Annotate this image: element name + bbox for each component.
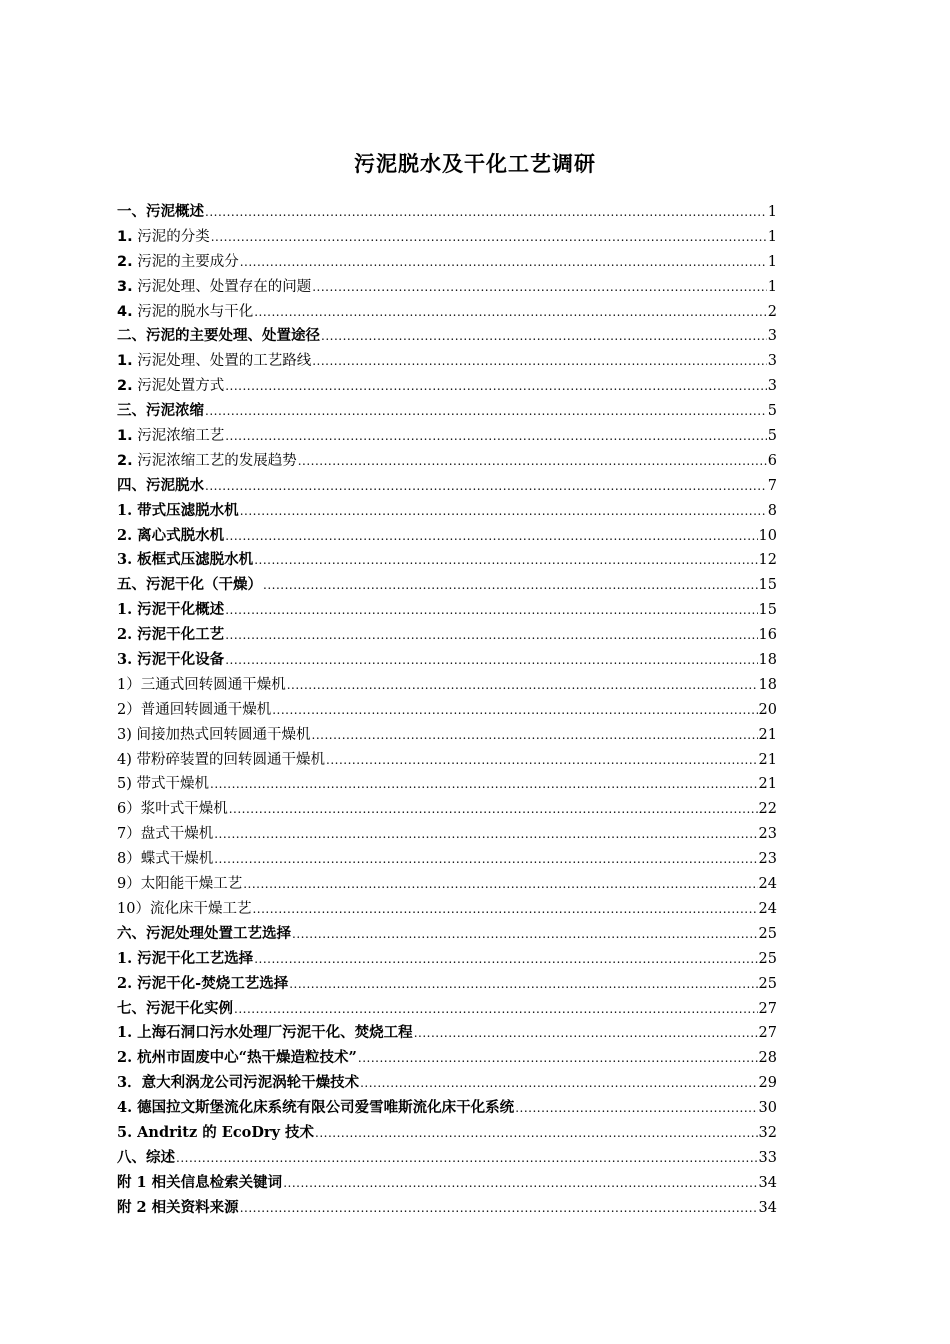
- toc-entry[interactable]: [117, 275, 777, 300]
- toc-entry-label: 8）蝶式干燥机: [117, 851, 214, 868]
- toc-entry-label: 1. 上海石洞口污水处理厂污泥干化、焚烧工程: [117, 1024, 413, 1042]
- toc-leader-dots: [358, 1046, 758, 1071]
- toc-entry-text: 污泥处理、处置的工艺路线: [132, 353, 312, 370]
- toc-entry[interactable]: [117, 250, 777, 275]
- toc-entry-label: 1. 污泥干化概述: [117, 601, 225, 619]
- toc-entry-text: 污泥的分类: [132, 228, 210, 245]
- toc-entry-label: [117, 449, 297, 474]
- toc-entry-number: 4.: [117, 303, 133, 320]
- toc-leader-dots: [225, 374, 767, 399]
- toc-leader-dots: [214, 822, 757, 847]
- toc-leader-dots: [225, 424, 767, 449]
- toc-entry-text: 污泥浓缩工艺: [132, 428, 225, 445]
- toc-page-number: 3: [767, 328, 777, 345]
- toc-entry-number: 1.: [117, 428, 133, 445]
- toc-page-number: 34: [758, 1199, 777, 1216]
- toc-entry-label: 1. 污泥干化工艺选择: [117, 949, 254, 967]
- toc-entry-label: 1）三通式回转圆通干燥机: [117, 676, 286, 693]
- toc-entry[interactable]: [117, 349, 777, 374]
- toc-entry[interactable]: [117, 1071, 777, 1096]
- toc-entry[interactable]: [117, 200, 777, 225]
- toc-entry-label: 六、污泥处理处置工艺选择: [117, 924, 291, 942]
- toc-entry[interactable]: [117, 424, 777, 449]
- toc-entry-label: 5) 带式干燥机: [117, 776, 209, 793]
- toc-entry-label: [117, 349, 311, 374]
- toc-entry-text: 污泥的脱水与干化: [132, 303, 254, 320]
- toc-leader-dots: [214, 847, 757, 872]
- toc-entry[interactable]: [117, 1146, 777, 1171]
- toc-page-number: 1: [767, 204, 777, 220]
- toc-entry[interactable]: [117, 897, 777, 922]
- toc-entry-label: 八、综述: [117, 1148, 175, 1166]
- toc-page-number: 12: [758, 552, 777, 569]
- table-of-contents: [117, 200, 777, 1221]
- toc-page-number: 21: [758, 726, 777, 743]
- toc-leader-dots: [211, 225, 767, 250]
- toc-page-number: 3: [767, 353, 777, 370]
- toc-page-number: 22: [758, 801, 777, 818]
- toc-entry-label: 2. 污泥干化工艺: [117, 626, 225, 644]
- toc-entry[interactable]: [117, 872, 777, 897]
- toc-entry[interactable]: [117, 1196, 777, 1221]
- toc-page-number: 15: [758, 602, 777, 619]
- toc-leader-dots: [243, 872, 757, 897]
- toc-entry[interactable]: [117, 673, 777, 698]
- toc-entry[interactable]: [117, 1046, 777, 1071]
- toc-page-number: 6: [767, 452, 777, 469]
- toc-entry[interactable]: [117, 1096, 777, 1121]
- toc-leader-dots: [515, 1096, 757, 1121]
- toc-entry[interactable]: [117, 748, 777, 773]
- toc-entry-label: 二、污泥的主要处理、处置途径: [117, 327, 320, 345]
- toc-entry[interactable]: [117, 623, 777, 648]
- toc-entry[interactable]: [117, 300, 777, 325]
- toc-leader-dots: [298, 449, 767, 474]
- toc-entry-label: 三、污泥浓缩: [117, 402, 204, 420]
- toc-page-number: 7: [767, 477, 777, 494]
- toc-leader-dots: [240, 250, 767, 275]
- toc-leader-dots: [225, 524, 757, 549]
- toc-entry[interactable]: [117, 947, 777, 972]
- toc-entry-label: 2. 离心式脱水机: [117, 526, 225, 544]
- toc-entry[interactable]: [117, 847, 777, 872]
- toc-entry[interactable]: [117, 997, 777, 1022]
- toc-leader-dots: [272, 698, 757, 723]
- toc-leader-dots: [205, 474, 767, 499]
- toc-page-number: 25: [758, 975, 777, 992]
- toc-page-number: 5: [767, 428, 777, 445]
- toc-leader-dots: [205, 200, 767, 225]
- toc-entry-text: 污泥的主要成分: [132, 253, 239, 270]
- toc-leader-dots: [321, 324, 767, 349]
- toc-entry-number: 2.: [117, 253, 133, 270]
- toc-entry-label: [117, 424, 224, 449]
- toc-leader-dots: [225, 623, 757, 648]
- toc-entry-label: [117, 225, 210, 250]
- toc-entry-number: 3.: [117, 278, 133, 295]
- toc-page-number: 27: [758, 1000, 777, 1017]
- toc-page-number: 23: [758, 826, 777, 843]
- toc-entry-label: 2. 污泥干化-焚烧工艺选择: [117, 974, 289, 992]
- toc-page-number: 15: [758, 577, 777, 594]
- toc-page-number: 20: [758, 701, 777, 718]
- toc-entry-label: 3. 板框式压滤脱水机: [117, 551, 254, 569]
- toc-entry-label: [117, 374, 224, 399]
- toc-leader-dots: [210, 772, 758, 797]
- toc-entry-label: 附 2 相关资料来源: [117, 1198, 239, 1216]
- toc-leader-dots: [315, 1121, 758, 1146]
- toc-entry[interactable]: [117, 524, 777, 549]
- toc-page-number: 18: [758, 652, 777, 669]
- toc-entry[interactable]: [117, 225, 777, 250]
- toc-page-number: 21: [758, 751, 777, 768]
- toc-entry-label: 五、污泥干化（干燥）: [117, 576, 262, 594]
- toc-leader-dots: [287, 673, 758, 698]
- toc-page-number: 1: [767, 228, 777, 245]
- toc-entry-label: 9）太阳能干燥工艺: [117, 876, 243, 893]
- toc-leader-dots: [225, 598, 757, 623]
- toc-page-number: 34: [758, 1174, 777, 1191]
- toc-page-number: 23: [758, 851, 777, 868]
- toc-entry-number: 2.: [117, 378, 133, 395]
- toc-leader-dots: [312, 723, 758, 748]
- toc-leader-dots: [225, 648, 757, 673]
- toc-entry-label: 3．意大利涡龙公司污泥涡轮干燥技术: [117, 1074, 360, 1092]
- toc-leader-dots: [254, 947, 757, 972]
- toc-entry[interactable]: [117, 648, 777, 673]
- toc-leader-dots: [240, 1196, 758, 1221]
- toc-entry-label: [117, 250, 239, 275]
- toc-entry[interactable]: [117, 499, 777, 524]
- toc-page-number: 33: [758, 1149, 777, 1166]
- toc-entry-label: 1. 带式压滤脱水机: [117, 501, 239, 519]
- toc-entry-label: 3. 污泥干化设备: [117, 651, 225, 669]
- toc-entry-label: 2. 杭州市固废中心“热干燥造粒技术”: [117, 1049, 357, 1067]
- toc-leader-dots: [326, 748, 758, 773]
- toc-entry-text: 污泥处理、处置存在的问题: [132, 278, 312, 295]
- toc-page-number: 2: [767, 303, 777, 320]
- toc-leader-dots: [240, 499, 767, 524]
- toc-page-number: 30: [758, 1100, 777, 1117]
- toc-entry[interactable]: [117, 1121, 777, 1146]
- toc-entry[interactable]: [117, 972, 777, 997]
- toc-page-number: 1: [767, 253, 777, 270]
- toc-entry-label: 3) 间接加热式回转圆通干燥机: [117, 726, 311, 743]
- toc-entry[interactable]: [117, 474, 777, 499]
- toc-leader-dots: [234, 997, 758, 1022]
- toc-entry-label: 6）浆叶式干燥机: [117, 801, 228, 818]
- toc-entry-label: 2）普通回转圆通干燥机: [117, 701, 272, 718]
- toc-leader-dots: [312, 275, 767, 300]
- document-title: 污泥脱水及干化工艺调研: [354, 151, 596, 176]
- toc-entry[interactable]: [117, 1021, 777, 1046]
- toc-leader-dots: [254, 300, 767, 325]
- toc-leader-dots: [292, 922, 758, 947]
- toc-entry[interactable]: [117, 573, 777, 598]
- toc-page-number: 8: [767, 502, 777, 519]
- toc-entry[interactable]: [117, 324, 777, 349]
- toc-page-number: 10: [758, 527, 777, 544]
- toc-page-number: 29: [758, 1075, 777, 1092]
- toc-page-number: 5: [767, 403, 777, 420]
- toc-entry[interactable]: [117, 374, 777, 399]
- toc-entry-label: 7）盘式干燥机: [117, 826, 214, 843]
- toc-entry-label: 5. Andritz 的 EcoDry 技术: [117, 1123, 315, 1141]
- toc-leader-dots: [414, 1021, 758, 1046]
- toc-entry[interactable]: [117, 922, 777, 947]
- toc-leader-dots: [360, 1071, 757, 1096]
- toc-entry[interactable]: [117, 698, 777, 723]
- toc-page-number: 24: [758, 876, 777, 893]
- toc-entry[interactable]: [117, 598, 777, 623]
- toc-page-number: 25: [758, 925, 777, 942]
- toc-leader-dots: [312, 349, 767, 374]
- toc-page-number: 3: [767, 378, 777, 395]
- toc-leader-dots: [176, 1146, 758, 1171]
- toc-entry[interactable]: [117, 1171, 777, 1196]
- toc-entry-text: 污泥处置方式: [132, 378, 225, 395]
- toc-entry-label: 附 1 相关信息检索关键词: [117, 1173, 283, 1191]
- toc-page-number: 21: [758, 776, 777, 793]
- toc-leader-dots: [205, 399, 767, 424]
- toc-entry-label: [117, 275, 311, 300]
- toc-page-number: 1: [767, 278, 777, 295]
- toc-entry-number: 1.: [117, 353, 133, 370]
- toc-entry[interactable]: [117, 822, 777, 847]
- toc-entry-label: 一、污泥概述: [117, 203, 204, 220]
- toc-page-number: 25: [758, 950, 777, 967]
- toc-entry[interactable]: [117, 723, 777, 748]
- toc-page-number: 24: [758, 900, 777, 917]
- toc-leader-dots: [283, 1171, 757, 1196]
- toc-entry-text: 污泥浓缩工艺的发展趋势: [132, 452, 297, 469]
- toc-entry[interactable]: [117, 797, 777, 822]
- toc-entry[interactable]: [117, 548, 777, 573]
- toc-page-number: 27: [758, 1025, 777, 1042]
- toc-entry-number: 2.: [117, 452, 133, 469]
- toc-entry-label: [117, 300, 253, 325]
- toc-page-number: 28: [758, 1050, 777, 1067]
- toc-leader-dots: [263, 573, 758, 598]
- toc-entry[interactable]: [117, 399, 777, 424]
- toc-entry-label: 七、污泥干化实例: [117, 999, 233, 1017]
- toc-leader-dots: [289, 972, 757, 997]
- toc-leader-dots: [252, 897, 757, 922]
- toc-page-number: 32: [758, 1124, 777, 1141]
- toc-entry-label: 10）流化床干燥工艺: [117, 900, 252, 917]
- toc-entry[interactable]: [117, 449, 777, 474]
- toc-entry-label: 四、污泥脱水: [117, 476, 204, 494]
- toc-entry-label: 4. 德国拉文斯堡流化床系统有限公司爱雪唯斯流化床干化系统: [117, 1099, 515, 1117]
- toc-entry-number: 1.: [117, 228, 133, 245]
- toc-leader-dots: [254, 548, 757, 573]
- toc-entry[interactable]: [117, 772, 777, 797]
- toc-leader-dots: [229, 797, 758, 822]
- toc-entry-label: 4) 带粉碎装置的回转圆通干燥机: [117, 751, 325, 768]
- toc-page-number: 18: [758, 676, 777, 693]
- toc-page-number: 16: [758, 627, 777, 644]
